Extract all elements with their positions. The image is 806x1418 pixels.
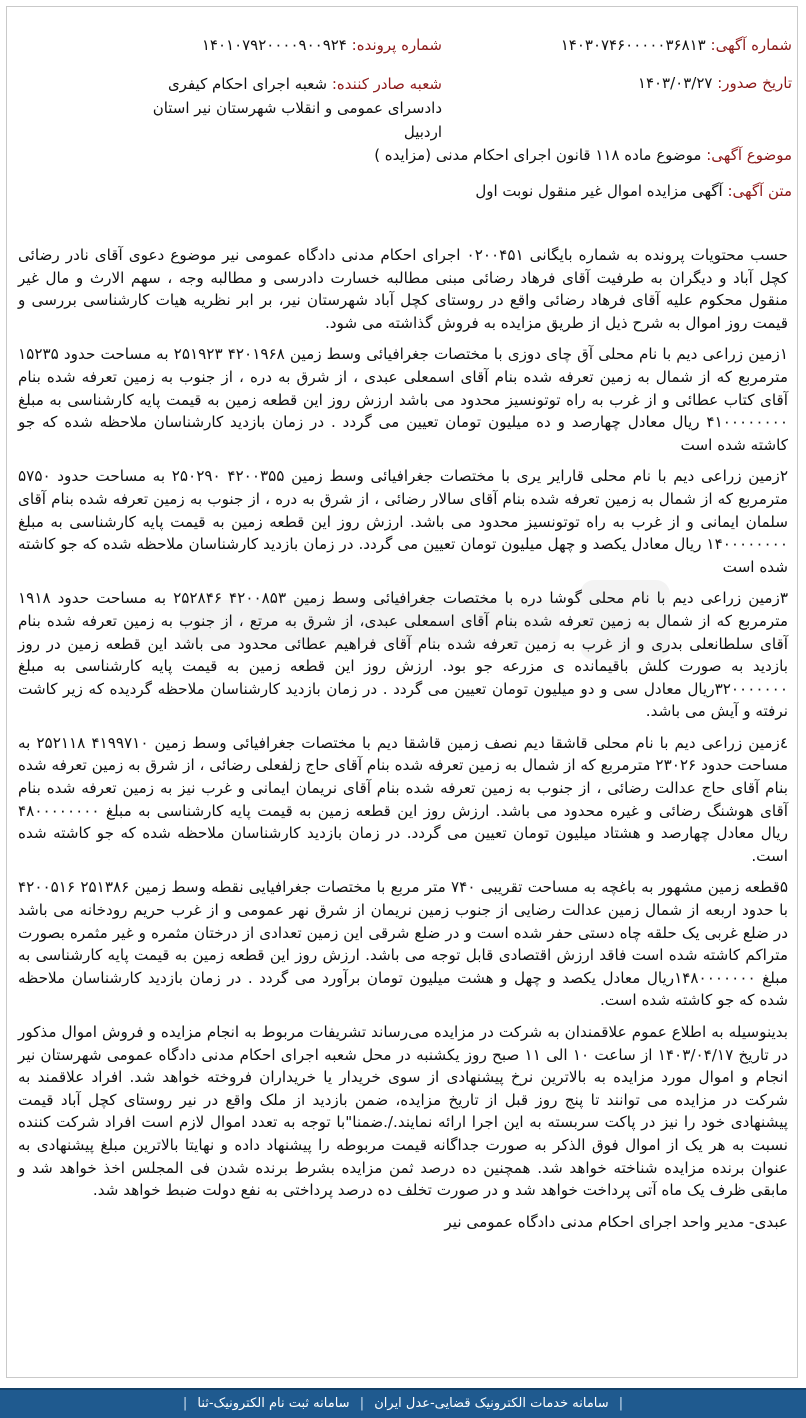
text-title: آگهی مزایده اموال غیر منقول نوبت اول	[475, 182, 723, 200]
item-4-paragraph: ٤زمین زراعی دیم با نام محلی قاشقا دیم نصف زمین قاشقا دیم با مختصات جغرافیائی وسط زمین ۴۱۹۹۷۱۰ ۲۵۲۱۱۸ به مساحت حدود ۲۳۰۲۶ مترمربع که از شمال به زمین تعرفه شده بنام آقای حاج زلفعلی رضائی ، از شرق به زمین تعرفه شده بنام آقای حاج عدالت رضائی ، از جنوب به زمین تعرفه شده بنام آقای نریمان ایمانی و غرب نیز به زمین تعرفه شده بنام آقای هوشنگ رضائی و غیره محدود می باشد. ارزش روز این قطعه زمین به قیمت پایه کارشناسی به مبلغ ۴۸۰۰۰۰۰۰۰۰ ریال معادل چهارصد و هشتاد میلیون تومان تعیین می گردد. در زمان بازدید کارشناسان ملاحظه شده که جو کاشته شده است.	[18, 733, 789, 865]
subject-label: موضوع آگهی:	[706, 146, 792, 164]
ad-number-label: شماره آگهی:	[710, 36, 792, 54]
issue-date-row	[638, 72, 792, 94]
footer-link-adliran[interactable]: سامانه خدمات الکترونیک قضایی-عدل ایران	[374, 1396, 609, 1411]
subject-row	[374, 144, 792, 166]
issuer-row	[142, 72, 442, 144]
ad-number-row	[561, 34, 792, 56]
case-number-label: شماره پرونده:	[351, 36, 442, 54]
item-2-paragraph: ۲زمین زراعی دیم با نام محلی قارایر یری با مختصات جغرافیائی وسط زمین ۴۲۰۰۳۵۵ ۲۵۰۲۹۰ به مساحت حدود ۵۷۵۰ مترمربع که از شمال به زمین تعرفه شده بنام آقای سالار رضائی ، از شرق به دره ، از جنوب به زمین تعرفه شده بنام آقای سلمان ایمانی و از غرب به راه توتونسیز محدود می باشد. ارزش روز این قطعه زمین به قیمت پایه کارشناسی به مبلغ ۱۴۰۰۰۰۰۰۰۰ ریال معادل یکصد و چهل میلیون تومان تعیین می گردد. در زمان بازدید کارشناسان ملاحظه شده که جو کاشته شده است	[18, 467, 789, 576]
ad-number-value: ۱۴۰۳۰۷۴۶۰۰۰۰۰۳۶۸۱۳	[560, 36, 706, 54]
issue-date-label: تاریخ صدور:	[717, 74, 792, 92]
ad-body	[18, 244, 788, 1242]
item-5-paragraph: ۵قطعه زمین مشهور به باغچه به مساحت تقریبی ۷۴۰ متر مربع با مختصات جغرافیایی نقطه وسط زمین ۲۵۱۳۸۶ ۴۲۰۰۵۱۶ با حدود اربعه از شمال زمین عدالت رضایی از جنوب زمین نریمان از شرق نهر عمومی و از غرب حریم رودخانه می باشد در ضلع غربی یک حلقه چاه دستی حفر شده است و در ضلع شرقی این زمین تعدادی از درختان مثمره و غیر مثمره بصورت متراکم کاشته شده است فاقد ارزش اقتصادی قابل توجه می باشد. ارزش روز این قطعه زمین به قیمت پایه کارشناسی به مبلغ ۱۴۸۰۰۰۰۰۰۰ریال معادل یکصد و چهل و هشت میلیون تومان برآورد می گردد . در زمان بازدید کارشناسان ملاحظه شده که جو کاشته شده است.	[18, 878, 789, 1010]
issuer-value: شعبه اجرای احکام کیفری دادسرای عمومی و انقلاب شهرستان نیر استان اردبیل	[152, 75, 442, 141]
item-3-paragraph: ۳زمین زراعی دیم با نام محلی گوشا دره با مختصات جغرافیائی وسط زمین ۴۲۰۰۸۵۳ ۲۵۲۸۴۶ به مساحت حدود ۱۹۱۸ مترمربع که از شمال به زمین تعرفه شده بنام آقای اسمعلی عبدی، از شرق به مرتع ، از جنوب به زمین تعرفه شده بنام آقای سلطانعلی بدری و از غرب به زمین تعرفه شده بنام آقای فراهیم عطائی محدود می باشد این قطعه زمین در روز بازدید به صورت کلش باقیمانده ی مزرعه جو بود. ارزش روز این قطعه زمین به قیمت پایه کارشناسی به مبلغ ۳۲۰۰۰۰۰۰۰ریال معادل سی و دو میلیون تومان تعیین می گردد . در زمان بازدید کارشناسان ملاحظه گردیده که زیر کاشت نرفته و آیش می باشد.	[18, 589, 788, 721]
footer-link-sana[interactable]: سامانه ثبت نام الکترونیک-ثنا	[197, 1396, 350, 1411]
intro-paragraph: حسب محتویات پرونده به شماره بایگانی ۰۲۰۰۴۵۱ اجرای احکام مدنی دادگاه عمومی نیر موضوع دعوی آقای نادر رضائی کچل آباد و دیگران به طرفیت آقای فرهاد رضائی مبنی مطالبه خسارت دادرسی و مطالبه وجه ، سهم الارث و مال غیر منقول محکوم علیه آقای فرهاد رضائی واقع در روستای کچل آباد شهرستان نیر، بر ابر نظریه هیات کارشناسی بررسی و قیمت روز اموال به شرح ذیل از طریق مزایده به فروش گذاشته می شود.	[18, 246, 788, 332]
item-1-paragraph: ۱زمین زراعی دیم با نام محلی آق چای دوزی با مختصات جغرافیائی وسط زمین ۴۲۰۱۹۶۸ ۲۵۱۹۲۳ به مساحت حدود ۱۵۲۳۵ مترمربع که از شمال به زمین تعرفه شده بنام آقای اسمعلی عبدی ، از شرق به دره ، از جنوب به زمین تعرفه شده بنام آقای کتاب عطائی و از غرب به راه توتونسیز محدود می باشد ارزش روز این قطعه زمین به قیمت پایه کارشناسی به مبلغ ۴۱۰۰۰۰۰۰۰۰ ریال معادل چهارصد و ده میلیون تومان تعیین می گردد . در زمان بازدید کارشناسان ملاحظه شده که جو کاشته شده است	[18, 345, 788, 454]
issuer-label: شعبه صادر کننده:	[331, 75, 442, 93]
text-title-row	[475, 180, 792, 202]
case-number-row	[202, 34, 442, 56]
issue-date-value: ۱۴۰۳/۰۳/۲۷	[637, 74, 713, 92]
subject-value: موضوع ماده ۱۱۸ قانون اجرای احکام مدنی (مزایده )	[374, 146, 702, 164]
case-number-value: ۱۴۰۱۰۷۹۲۰۰۰۰۹۰۰۹۲۴	[201, 36, 347, 54]
text-label: متن آگهی:	[727, 182, 792, 200]
signature-line: عبدی- مدیر واحد اجرای احکام مدنی دادگاه عمومی نیر	[444, 1212, 788, 1231]
footer-bar: | سامانه خدمات الکترونیک قضایی-عدل ایران | سامانه ثبت نام الکترونیک-ثنا |	[0, 1388, 806, 1418]
notice-paragraph: بدینوسیله به اطلاع عموم علاقمندان به شرکت در مزایده می‌رساند تشریفات مربوط به انجام مزایده و فروش اموال مذکور در تاریخ ۱۴۰۳/۰۴/۱۷ از ساعت ۱۰ الی ۱۱ صبح روز یکشنبه در محل شعبه اجرای احکام مدنی دادگاه عمومی شهرستان نیر انجام و اموال مورد مزایده به بالاترین نرخ پیشنهادی از سوی خریدار یا خریداران فروخته خواهد شد. افراد علاقمند به شرکت در مزایده می توانند تا پنج روز قبل از تاریخ مزایده، ضمن بازدید از ملک واقع در نیر روستای کچل آباد قیمت پیشنهادی خود را نیز در پاکت سربسته به این اجرا ارائه نمایند./.ضمنا"با توجه به تعدد اموال لازم است افراد شرکت کننده نسبت به هر یک از اموال فوق الذکر به صورت جداگانه قیمت مربوطه را پیشنهاد داده و نهایتا بالاترین مبلغ پیشنهادی به عنوان برنده مزایده شناخته خواهد شد. همچنین ده درصد ثمن مزایده بشرط برنده شدن فی المجلس اخذ خواهد شد و مابقی ظرف یک ماه آتی پرداخت خواهد شد و در صورت تخلف ده درصد پرداختی به نفع دولت ضبط خواهد شد.	[18, 1023, 789, 1200]
